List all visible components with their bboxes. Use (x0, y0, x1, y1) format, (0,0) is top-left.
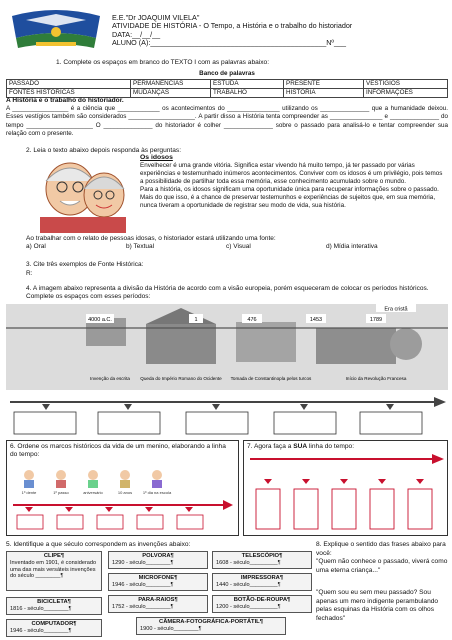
quote: "Quem não conhece o passado, viverá como uma eterna criança..." (316, 558, 448, 574)
question-5-prompt: 5. Identifique a que século correspondem as invenções abaixo: (6, 541, 191, 548)
boy-figures (24, 470, 162, 488)
timeline-date: 4000 a.C. (88, 317, 112, 323)
timeline-date: 1 (194, 317, 198, 323)
own-timeline-box[interactable] (332, 489, 356, 529)
elderly-couple-illustration (30, 155, 136, 233)
word-bank-cell: INFORMAÇOES (364, 88, 448, 97)
word-bank-cell: ESTUDA (211, 79, 284, 88)
invention-detail: 1816 - século________¶ (10, 605, 72, 612)
question-7-emphasis: SUA (293, 443, 308, 450)
invention-card[interactable] (212, 595, 312, 613)
invention-name: POLVORA¶ (142, 553, 174, 559)
idosos-paragraph: Envelhecer é uma grande vitória. Significa estar vivendo há muito tempo, já ter passado por várias experiências e testemunhado inúmeros acontecimentos. Conviver com os idosos é um privilégio, pois temos a possibilidade de partilhar toda essa memória, esse conhecimento acumulado sobre o mundo. (140, 162, 443, 186)
own-timeline-box[interactable] (370, 489, 394, 529)
invention-name: BOTÃO-DE-ROUPA¶ (233, 597, 291, 603)
question-6-prompt: 6. Ordene os marcos históricos da vida de um menino, elaborando a linha do tempo: (10, 443, 226, 459)
period-answer-box[interactable] (274, 412, 336, 434)
word-bank-cell: FONTES HISTORICAS (7, 88, 131, 97)
boy-milestone-label: aniversário (83, 490, 103, 495)
period-answer-box[interactable] (186, 412, 248, 434)
history-timeline-illustration (6, 304, 448, 390)
option-c[interactable]: c) Visual (226, 243, 251, 250)
question-1: 1. Complete os espaços em branco do TEXTO I com as palavras abaixo: (56, 59, 270, 66)
option-a[interactable]: a) Oral (26, 243, 46, 250)
timeline-era-label: Era cristã (384, 306, 408, 313)
invention-name: BICICLETA¶ (37, 599, 71, 605)
word-bank-cell: VESTIGIOS (364, 79, 448, 88)
invention-detail: 1946 - século________¶ (10, 627, 72, 634)
invention-name: MICROFONE¶ (138, 575, 178, 581)
boy-answer-box[interactable] (17, 515, 43, 529)
word-bank-cell: PERMANENCIAS (131, 79, 211, 88)
question-7-box (243, 440, 448, 536)
quote: "Quem sou eu sem meu passado? Sou apenas um mero indigente perambulando pelas esquinas da História com os olhos fechados" (316, 589, 439, 622)
invention-card[interactable] (6, 597, 102, 615)
student-field[interactable]: ALUNO (A):____________________________________________Nº___ (112, 38, 347, 48)
school-logo (6, 8, 106, 52)
text-1-block (6, 97, 448, 138)
text-1-body[interactable]: A ________________ é a ciência que ____________ os acontecimentos do _______________ utilizando os ______________ que a humanidade deixou. Esses vestígios também são considerados ___________________. A partir disso a História tenta compreender as _______________ e ______________ do tempo ___________________ O ______________ do historiador é colher ______________ sobre o passado para analisá-lo e tentar compreender sua relação com o presente. (6, 105, 448, 137)
period-answer-box[interactable] (14, 412, 76, 434)
invention-detail: 1608 - século_________¶ (216, 559, 281, 566)
question-3-answer[interactable]: R: (26, 270, 33, 278)
word-bank-cell: HISTORIA (284, 88, 364, 97)
header-block (112, 14, 447, 47)
invention-card[interactable] (6, 551, 102, 591)
own-timeline (246, 451, 446, 535)
question-7-text: 7. Agora faça a (247, 443, 294, 450)
timeline-caption: Queda do Império Romano do Ocidente (140, 376, 222, 381)
word-bank-cell: PRESENTE (284, 79, 364, 88)
invention-card[interactable] (108, 573, 208, 591)
invention-name: TELESCÓPIO¶ (241, 553, 283, 559)
question-2-options (26, 243, 426, 251)
invention-card[interactable] (108, 551, 208, 569)
invention-detail: Inventado em 1901, é considerado uma das mais versáteis invenções do século ________¶ (10, 559, 97, 580)
question-6-box (6, 440, 239, 536)
activity-title: ATIVIDADE DE HISTÓRIA - O Tempo, a História e o trabalho do historiador (112, 21, 353, 31)
word-bank-cell: MUDANÇAS (131, 88, 211, 97)
question-8-prompt: 8. Explique o sentido das frases abaixo para você: (316, 541, 446, 557)
timeline-date: 1789 (369, 317, 383, 323)
boy-milestone-label: 10 anos (117, 490, 133, 495)
question-4: 4. A imagem abaixo representa a divisão da História de acordo com a visão europeia, porém esqueceram de colocar os períodos históricos. Complete os espaços com esses períodos: (26, 285, 429, 301)
text-os-idosos (140, 154, 446, 210)
word-bank-title: Banco de palavras (199, 70, 255, 78)
own-timeline-box[interactable] (256, 489, 280, 529)
text-1-title: A História e o trabalho do historiador. (6, 97, 124, 104)
question-3 (26, 260, 143, 278)
invention-detail: 1200 - século_________¶ (216, 603, 281, 610)
invention-card[interactable] (136, 617, 286, 635)
date-field[interactable]: DATA:__/__/__ (112, 29, 161, 39)
invention-card[interactable] (212, 551, 312, 569)
invention-name: COMPUTADOR¶ (31, 621, 77, 627)
timeline-caption: Tomada de Constantinopla pelos turcos (230, 376, 312, 381)
option-d[interactable]: d) Mídia interativa (326, 243, 378, 250)
invention-name: IMPRESSORA¶ (240, 575, 284, 581)
timeline-date: 476 (247, 317, 257, 323)
invention-detail: 1440 - século_________¶ (216, 581, 281, 588)
invention-card[interactable] (6, 619, 102, 637)
boy-milestone-label: 1º dente (21, 490, 37, 495)
period-answer-arrow (6, 394, 448, 436)
invention-name: CÂMERA-FOTOGRÁFICA-PORTÁTIL¶ (159, 619, 263, 625)
school-name: E.E."Dr JOAQUIM VILELA" (112, 13, 200, 22)
invention-card[interactable] (108, 595, 208, 613)
answer-space[interactable] (316, 575, 448, 589)
word-bank-cell: TRABALHO (211, 88, 284, 97)
option-b[interactable]: b) Textual (126, 243, 155, 250)
idosos-paragraph: Para a história, os idosos significam uma oportunidade única para recuperar informações sobre o passado. Mais do que isso, é a chance de preservar testemunhos e experiências de sujeitos que, em sua memória, nunca tiveram a oportunidade de registrar seu modo de vida, sua história. (140, 186, 439, 209)
timeline-date: 1453 (309, 317, 323, 323)
invention-detail: 1290 - século________¶ (112, 559, 174, 566)
boy-milestone-label: 1º dia na escola (142, 490, 172, 495)
invention-card[interactable] (212, 573, 312, 591)
word-bank-cell: PASSADO (7, 79, 131, 88)
question-3-prompt: 3. Cite três exemplos de Fonte Histórica: (26, 261, 144, 268)
question-8-block (316, 541, 448, 624)
own-timeline-box[interactable] (408, 489, 432, 529)
question-7-text: linha do tempo: (307, 443, 355, 450)
idosos-title: Os idosos (140, 154, 173, 161)
question-2-prompt: Ao trabalhar com o relato de pessoas idosas, o historiador estará utilizando uma fonte: (26, 235, 276, 242)
timeline-caption: Invenção da escrita (90, 376, 130, 381)
boy-answer-box[interactable] (177, 515, 203, 529)
boy-answer-box[interactable] (57, 515, 83, 529)
invention-name: PARA-RAIOS¶ (138, 597, 178, 603)
boy-answer-box[interactable] (97, 515, 123, 529)
question-5-block (6, 541, 312, 638)
timeline-caption: Início da Revolução Francesa (345, 376, 407, 381)
invention-detail: 1900 - século________¶ (140, 625, 202, 632)
boy-milestone-label: 1º passo (53, 490, 69, 495)
invention-detail: 1752 - século________¶ (112, 603, 174, 610)
invention-name: CLIPE¶ (43, 553, 65, 559)
question-2: 2. Leia o texto abaixo depois responda às perguntas: (26, 147, 182, 154)
period-answer-box[interactable] (360, 412, 422, 434)
period-answer-box[interactable] (98, 412, 160, 434)
word-bank-table (6, 70, 448, 98)
boy-life-timeline (9, 465, 237, 535)
boy-answer-box[interactable] (137, 515, 163, 529)
invention-detail: 1946 - século________¶ (112, 581, 174, 588)
own-timeline-box[interactable] (294, 489, 318, 529)
